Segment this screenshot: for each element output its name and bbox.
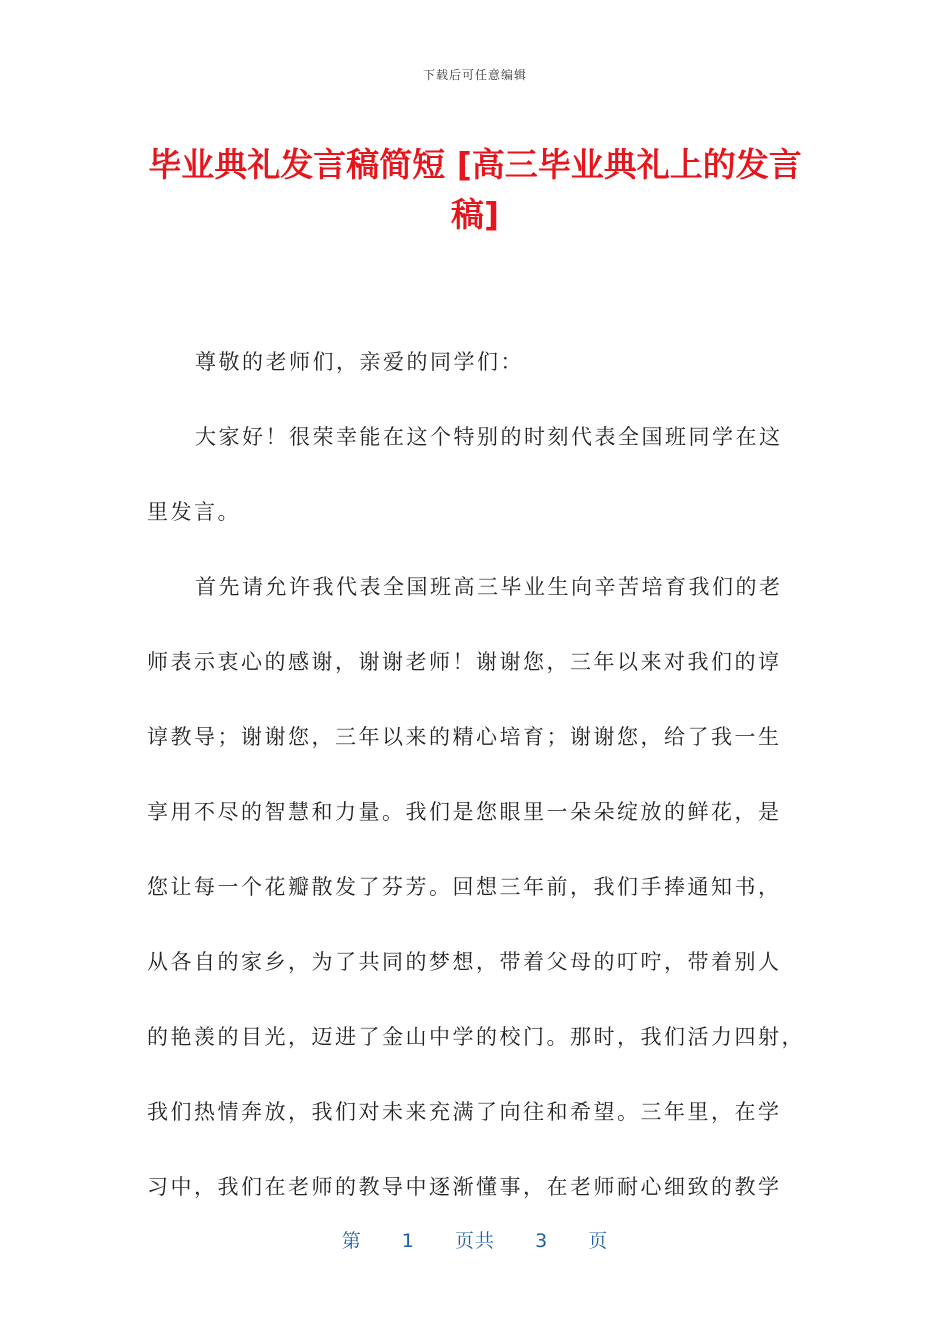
- document-title: [112, 140, 838, 240]
- body-line: 里发言。: [147, 500, 241, 524]
- document-body: [147, 325, 803, 1225]
- footer-total-word: 页共: [454, 1230, 495, 1252]
- footer-page-suffix: 页: [588, 1230, 609, 1252]
- body-line: 享用不尽的智慧和力量。我们是您眼里一朵朵绽放的鲜花，是: [147, 800, 782, 824]
- title-line-2: 稿]: [450, 195, 500, 234]
- title-line-1: 毕业典礼发言稿简短 [高三毕业典礼上的发言: [148, 145, 802, 184]
- footer-page-word: 第: [341, 1230, 362, 1252]
- header-note: 下载后可任意编辑: [422, 68, 527, 82]
- body-line: 谆教导；谢谢您，三年以来的精心培育；谢谢您，给了我一生: [147, 725, 782, 749]
- page-footer: [0, 1226, 950, 1253]
- body-line: 从各自的家乡，为了共同的梦想，带着父母的叮咛，带着别人: [147, 950, 782, 974]
- body-line: 大家好！很荣幸能在这个特别的时刻代表全国班同学在这: [195, 425, 783, 449]
- footer-current-page: 1: [401, 1230, 415, 1252]
- body-line: 的艳羡的目光，迈进了金山中学的校门。那时，我们活力四射，: [147, 1025, 805, 1049]
- body-line: 师表示衷心的感谢，谢谢老师！谢谢您，三年以来对我们的谆: [147, 650, 782, 674]
- body-line: 首先请允许我代表全国班高三毕业生向辛苦培育我们的老: [195, 575, 783, 599]
- body-line: 习中，我们在老师的教导中逐渐懂事，在老师耐心细致的教学: [147, 1175, 782, 1199]
- footer-total-pages: 3: [535, 1230, 549, 1252]
- body-line: 我们热情奔放，我们对未来充满了向往和希望。三年里，在学: [147, 1100, 782, 1124]
- body-line: 您让每一个花瓣散发了芬芳。回想三年前，我们手捧通知书，: [147, 875, 782, 899]
- body-line: 尊敬的老师们，亲爱的同学们：: [195, 350, 524, 374]
